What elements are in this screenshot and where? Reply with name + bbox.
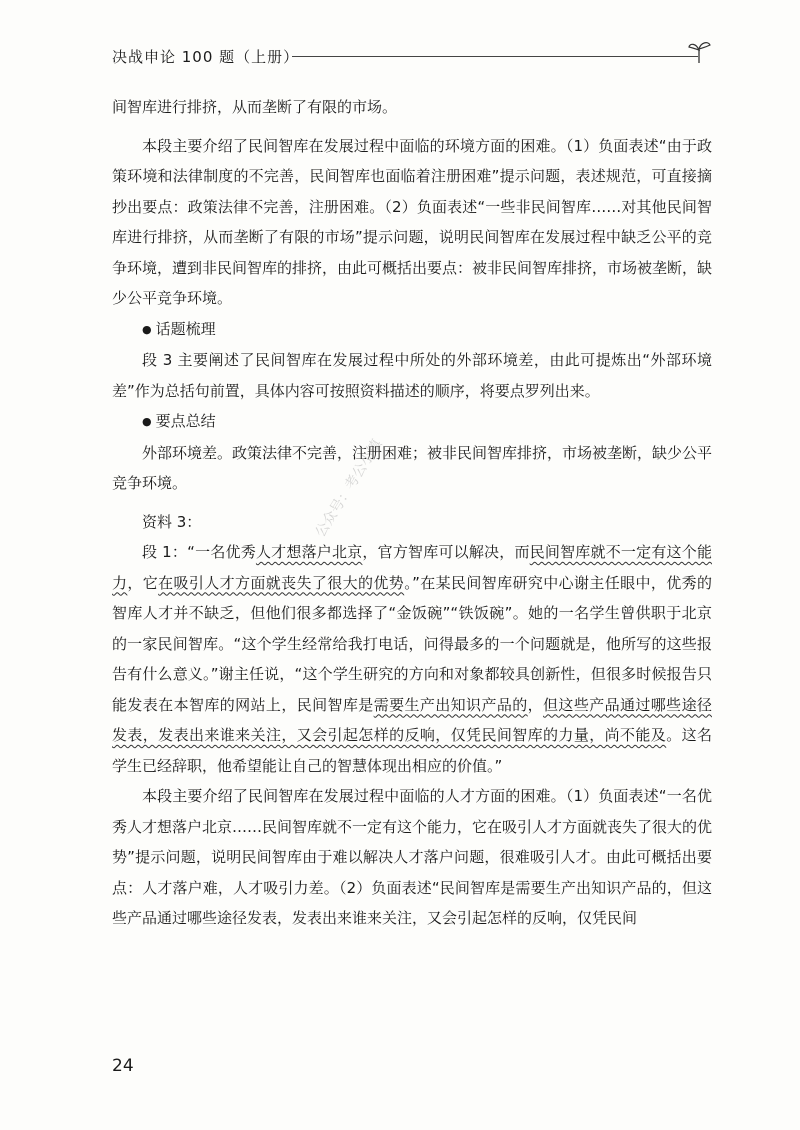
bullet-label: 要点总结 <box>155 412 216 430</box>
text-run: ，官方智库可以解决，而 <box>362 543 530 561</box>
spacer <box>112 123 712 131</box>
spacer <box>112 499 712 507</box>
underlined-text: 人才想落户北京 <box>255 543 363 561</box>
bullet-dot-icon: ● <box>142 322 152 336</box>
bullet-dot-icon: ● <box>142 415 152 428</box>
page-header <box>112 38 712 70</box>
text-run: 。”在某民间智库研究中心谢主任眼中，优秀的智库人才并不缺乏，但他们很多都选择了“金饭碗”“铁饭碗”。她的一名学生曾供职于北京的一家民间智库。“这个学生经常给我打电话，问得最多的一个问题就是，他所写的这些报告有什么意义。”谢主任说，“这个学生研究的方向和对象都较具创新性，但很多时候报告只能发表在本智库的网站上，民间智库是 <box>112 573 712 714</box>
section-bullet <box>112 406 712 438</box>
book-title: 决战申论 100 题（上册） <box>112 48 300 66</box>
section-bullet <box>112 314 712 346</box>
sprout-icon <box>686 38 712 64</box>
material-heading: 资料 3： <box>142 512 202 531</box>
paragraph: 间智库进行排挤，从而垄断了有限的市场。 <box>112 98 398 116</box>
paragraph: 本段主要介绍了民间智库在发展过程中面临的人才方面的困难。（1）负面表述“一名优秀人才想落户北京……民间智库就不一定有这个能力，它在吸引人才方面就丧失了很大的优势”提示问题，说明民间智库由于难以解决人才落户问题，很难吸引人才。由此可概括出要点：人才落户难，人才吸引力差。（2）负面表述“民间智库是需要生产出知识产品的，但这些产品通过哪些途径发表，发表出来谁来关注，又会引起怎样的反响，仅凭民间 <box>112 787 713 927</box>
underlined-text: 民间智库就不一定有这个能力 <box>112 543 712 592</box>
text-run: 。这名学生已经辞职，他希望能让自己的智慧体现出相应的价值。” <box>112 726 712 775</box>
underlined-text: 需要生产出知识产品的 <box>373 695 528 714</box>
underlined-text: 在吸引人才方面就丧失了很大的优势 <box>158 573 405 592</box>
paragraph: 段 3 主要阐述了民间智库在发展过程中所处的外部环境差，由此可提炼出“外部环境差”作为总括句前置，具体内容可按照资料描述的顺序，将要点罗列出来。 <box>112 351 712 400</box>
paragraph: 外部环境差。政策法律不完善，注册困难；被非民间智库排挤，市场被垄断，缺少公平竞争环境。 <box>112 443 713 492</box>
page-number: 24 <box>112 1056 134 1076</box>
watermark: 公众号：考公小镇 <box>312 436 386 541</box>
bullet-label: 话题梳理 <box>155 319 216 338</box>
text-run: ， <box>527 695 544 714</box>
page-body <box>112 92 712 934</box>
text-run: 段 1：“一名优秀 <box>142 543 256 561</box>
underlined-text: 但这些产品通过哪些途径发表，发表出来谁来关注，又会引起怎样的反响，仅凭民间智库的力量，尚不能及 <box>112 695 712 744</box>
paragraph: 本段主要介绍了民间智库在发展过程中面临的环境方面的困难。（1）负面表述“由于政策环境和法律制度的不完善，民间智库也面临着注册困难”提示问题，表述规范，可直接摘抄出要点：政策法律不完善，注册困难。（2）负面表述“一些非民间智库……对其他民间智库进行排挤，从而垄断了有限的市场”提示问题，说明民间智库在发展过程中缺乏公平的竞争环境，遭到非民间智库的排挤，由此可概括出要点：被非民间智库排挤，市场被垄断，缺少公平竞争环境。 <box>112 136 713 307</box>
text-run: ，它 <box>127 573 159 592</box>
header-rule <box>292 56 698 57</box>
paragraph <box>112 537 712 781</box>
